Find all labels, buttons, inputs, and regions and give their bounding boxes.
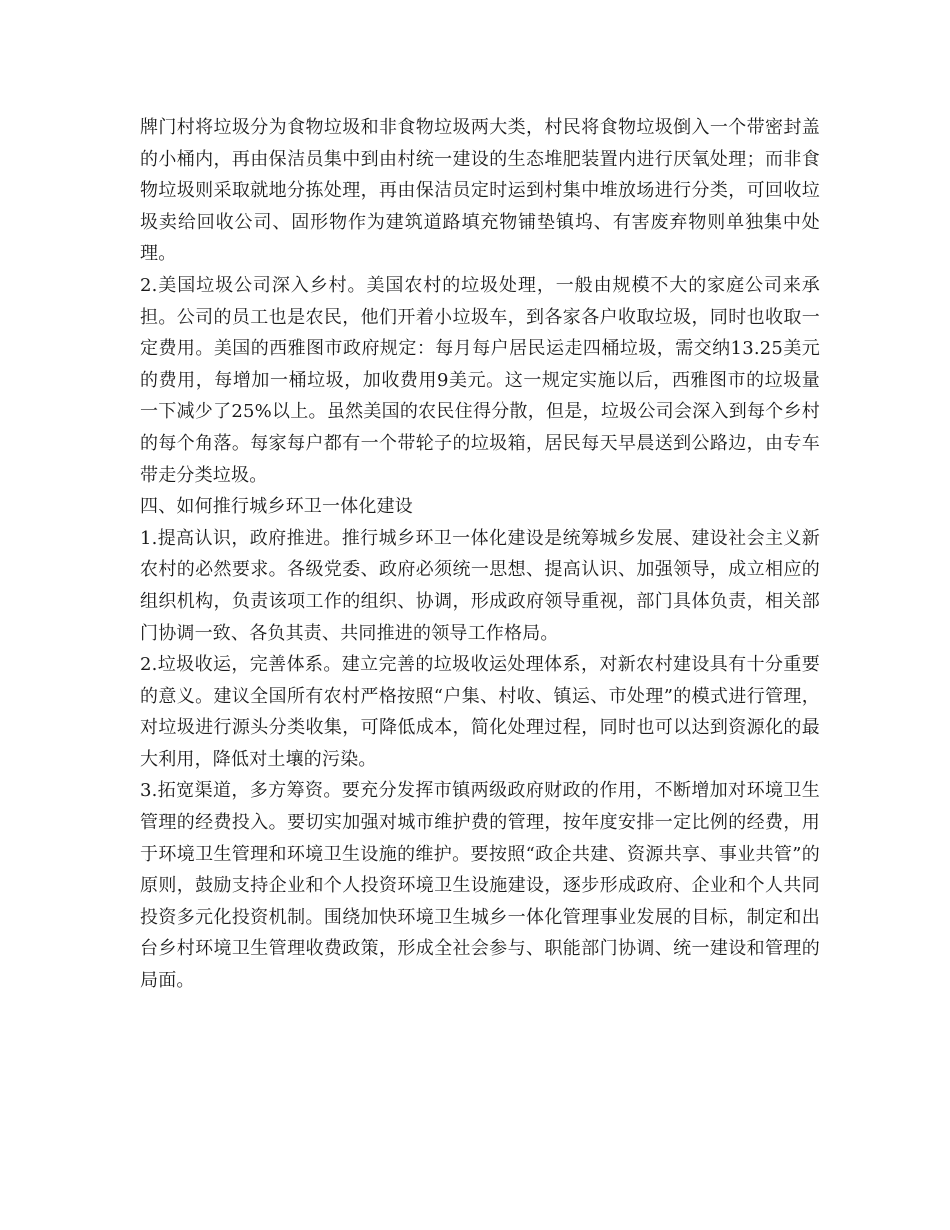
paragraph-raise-awareness: 1.提高认识，政府推进。推行城乡环卫一体化建设是统筹城乡发展、建设社会主义新农村的必然要求。各级党委、政府必须统一思想、提高认识、加强领导，成立相应的组织机构，负责该项工作的组织、协调，形成政府领导重视，部门具体负责，相关部门协调一致、各负其责、共同推进的领导工作格局。 <box>140 527 820 644</box>
paragraph-collection-system: 2.垃圾收运，完善体系。建立完善的垃圾收运处理体系，对新农村建设具有十分重要的意义。建议全国所有农村严格按照“户集、村收、镇运、市处理”的模式进行管理，对垃圾进行源头分类收集，可降低成本，简化处理过程，同时也可以达到资源化的最大利用，降低对土壤的污染。 <box>140 654 820 770</box>
paragraph-village-waste-sorting: 牌门村将垃圾分为食物垃圾和非食物垃圾两大类，村民将食物垃圾倒入一个带密封盖的小桶内，再由保洁员集中到由村统一建设的生态堆肥装置内进行厌氧处理；而非食物垃圾则采取就地分拣处理，再由保洁员定时运到村集中堆放场进行分类，可回收垃圾卖给回收公司、固形物作为建筑道路填充物铺垫镇坞、有害废弃物则单独集中处理。 <box>140 117 820 265</box>
document-body <box>140 112 820 997</box>
paragraph-funding-channels: 3.拓宽渠道，多方筹资。要充分发挥市镇两级政府财政的作用，不断增加对环境卫生管理的经费投入。要切实加强对城市维护费的管理，按年度安排一定比例的经费，用于环境卫生管理和环境卫生设施的维护。要按照“政企共建、资源共享、事业共管”的原则，鼓励支持企业和个人投资环境卫生设施建设，逐步形成政府、企业和个人共同投资多元化投资机制。围绕加快环境卫生城乡一体化管理事业发展的目标，制定和出台乡村环境卫生管理收费政策，形成全社会参与、职能部门协调、统一建设和管理的局面。 <box>140 780 820 992</box>
section-heading-four: 四、如何推行城乡环卫一体化建设 <box>140 496 413 518</box>
paragraph-us-waste-companies: 2.美国垃圾公司深入乡村。美国农村的垃圾处理，一般由规模不大的家庭公司来承担。公司的员工也是农民，他们开着小垃圾车，到各家各户收取垃圾，同时也收取一定费用。美国的西雅图市政府规定：每月每户居民运走四桶垃圾，需交纳13.25美元的费用，每增加一桶垃圾，加收费用9美元。这一规定实施以后，西雅图市的垃圾量一下减少了25%以上。虽然美国的农民住得分散，但是，垃圾公司会深入到每个乡村的每个角落。每家每户都有一个带轮子的垃圾箱，居民每天早晨送到公路边，由专车带走分类垃圾。 <box>140 274 820 486</box>
